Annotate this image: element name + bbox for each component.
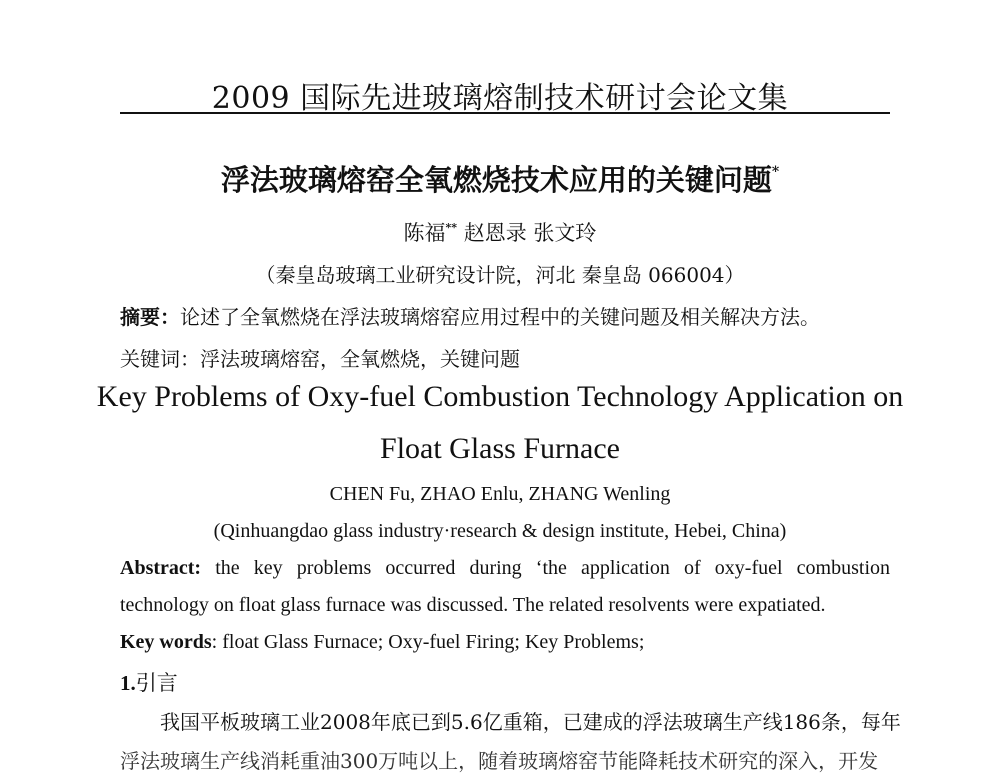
proceedings-header-title: 2009 国际先进玻璃熔制技术研讨会论文集 xyxy=(211,81,789,116)
english-keywords-label: Key words xyxy=(120,631,212,653)
author-footnote-mark: ** xyxy=(445,221,458,234)
chinese-abstract-text: 论述了全氧燃烧在浮法玻璃熔窑应用过程中的关键问题及相关解决方法。 xyxy=(180,305,820,329)
english-title-line-1: Key Problems of Oxy-fuel Combustion Technology Application on xyxy=(96,380,904,413)
header-rule xyxy=(120,112,890,114)
body-paragraph-line-1: 我国平板玻璃工业2008年底已到5.6亿重箱，已建成的浮法玻璃生产线186条，每年 xyxy=(160,710,901,734)
chinese-title-text: 浮法玻璃熔窑全氧燃烧技术应用的关键问题 xyxy=(220,163,772,197)
english-abstract-line-1 xyxy=(120,557,890,580)
english-affiliation: (Qinhuangdao glass industry·research & design institute, Hebei, China) xyxy=(213,520,787,542)
author-1: 陈福 xyxy=(403,221,446,245)
english-abstract-label: Abstract: xyxy=(120,557,202,579)
title-footnote-mark: * xyxy=(771,164,780,180)
english-authors: CHEN Fu, ZHAO Enlu, ZHANG Wenling xyxy=(329,483,671,505)
english-keywords xyxy=(120,631,890,654)
chinese-keywords-text: 浮法玻璃熔窑，全氧燃烧，关键问题 xyxy=(200,347,520,371)
english-title-line-2: Float Glass Furnace xyxy=(380,432,620,465)
chinese-paper-title xyxy=(0,158,1000,199)
chinese-affiliation: （秦皇岛玻璃工业研究设计院，河北 秦皇岛 066004） xyxy=(255,263,745,287)
english-abstract-text-1: the key problems occurred during ‘the application of oxy-fuel combustion xyxy=(215,557,891,579)
chinese-authors xyxy=(0,217,1000,247)
section-heading xyxy=(120,667,178,697)
english-keywords-text: : float Glass Furnace; Oxy-fuel Firing; Key Problems; xyxy=(211,631,645,653)
section-number: 1. xyxy=(120,671,136,695)
body-paragraph-line-2: 浮法玻璃生产线消耗重油300万吨以上，随着玻璃熔窑节能降耗技术研究的深入，开发 xyxy=(120,749,879,773)
authors-rest: 赵恩录 张文玲 xyxy=(463,221,597,245)
chinese-keywords xyxy=(120,343,520,372)
chinese-keywords-label: 关键词： xyxy=(120,347,200,371)
english-abstract-line-2: technology on float glass furnace was discussed. The related resolvents were expatiated. xyxy=(120,594,826,616)
section-title: 引言 xyxy=(135,671,178,695)
chinese-abstract-label: 摘要： xyxy=(120,305,180,329)
chinese-abstract xyxy=(120,301,820,330)
